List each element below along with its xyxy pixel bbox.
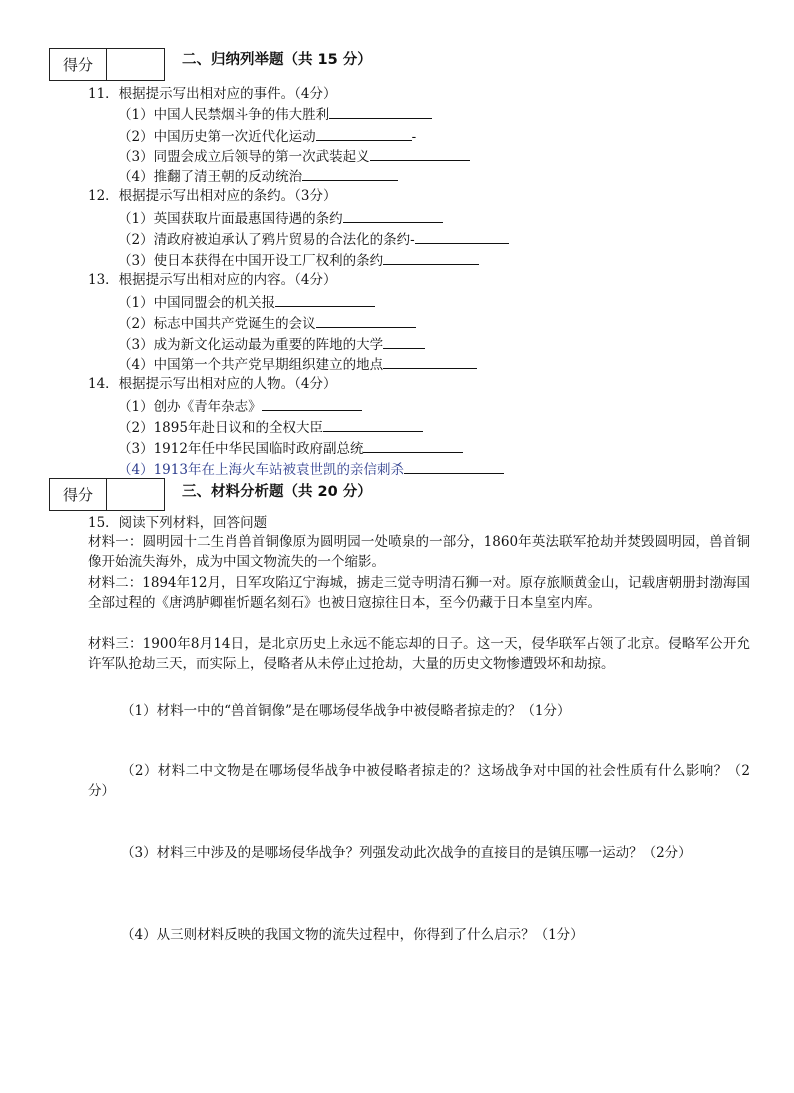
q14-item-2: （2）1895年赴日议和的全权大臣 <box>118 417 423 438</box>
q12-item-1: （1）英国获取片面最惠国待遇的条约 <box>118 208 443 229</box>
answer-blank[interactable] <box>262 396 362 411</box>
q11-stem: 11．根据提示写出相对应的事件。（4分） <box>88 86 337 102</box>
q12-item-2: （2）清政府被迫承认了鸦片贸易的合法化的条约- <box>118 229 509 250</box>
answer-blank[interactable] <box>329 104 432 119</box>
section2-title: 二、归纳列举题（共 15 分） <box>182 52 372 68</box>
q15-sub-3: （3）材料三中涉及的是哪场侵华战争？列强发动此次战争的直接目的是镇压哪一运动？（2分） <box>121 845 692 861</box>
answer-blank[interactable] <box>302 166 398 181</box>
q13-item-4: （4）中国第一个共产党早期组织建立的地点 <box>118 354 477 375</box>
answer-blank[interactable] <box>316 126 412 141</box>
q12-stem: 12．根据提示写出相对应的条约。（3分） <box>88 188 337 204</box>
q11-item-2: （2）中国历史第一次近代化运动 - <box>118 126 416 147</box>
score-cell[interactable] <box>107 479 164 510</box>
answer-blank[interactable] <box>404 459 504 474</box>
q14-stem: 14．根据提示写出相对应的人物。（4分） <box>88 376 337 392</box>
q15-sub-4: （4）从三则材料反映的我国文物的流失过程中，你得到了什么启示？（1分） <box>121 927 584 943</box>
score-label: 得分 <box>50 49 107 80</box>
answer-blank[interactable] <box>343 208 443 223</box>
score-cell[interactable] <box>107 49 164 80</box>
answer-blank[interactable] <box>316 313 416 328</box>
q11-item-3: （3）同盟会成立后领导的第一次武装起义 <box>118 146 470 167</box>
score-box-section2 <box>49 48 165 81</box>
q14-item-3: （3）1912年任中华民国临时政府副总统 <box>118 438 463 459</box>
material-1: 材料一：圆明园十二生肖兽首铜像原为圆明园一处喷泉的一部分，1860年英法联军抢劫并焚毁圆明园，兽首铜像开始流失海外，成为中国文物流失的一个缩影。 <box>88 534 750 570</box>
answer-blank[interactable] <box>323 417 423 432</box>
q13-item-1: （1）中国同盟会的机关报 <box>118 292 375 313</box>
q15-sub-2: （2）材料二中文物是在哪场侵华战争中被侵略者掠走的？这场战争对中国的社会性质有什么影响？（2分） <box>88 763 750 799</box>
q11-item-1: （1）中国人民禁烟斗争的伟大胜利 <box>118 104 432 125</box>
answer-blank[interactable] <box>383 354 477 369</box>
answer-blank[interactable] <box>383 250 479 265</box>
q15-stem: 15．阅读下列材料，回答问题 <box>88 515 268 531</box>
q15-sub-1: （1）材料一中的“兽首铜像”是在哪场侵华战争中被侵略者掠走的？（1分） <box>121 703 571 719</box>
q12-item-3: （3）使日本获得在中国开设工厂权利的条约 <box>118 250 479 271</box>
q11-item-4: （4）推翻了清王朝的反动统治 <box>118 166 398 187</box>
material-2: 材料二：1894年12月，日军攻陷辽宁海城，掳走三觉寺明清石狮一对。原存旅顺黄金山，记载唐朝册封渤海国全部过程的《唐鸿胪卿崔忻题名刻石》也被日寇掠往日本，至今仍藏于日本皇室内库。 <box>88 575 750 611</box>
q13-item-2: （2）标志中国共产党诞生的会议 <box>118 313 416 334</box>
answer-blank[interactable] <box>415 229 509 244</box>
q13-stem: 13．根据提示写出相对应的内容。（4分） <box>88 272 337 288</box>
answer-blank[interactable] <box>383 334 425 349</box>
section3-title: 三、材料分析题（共 20 分） <box>182 484 372 500</box>
answer-blank[interactable] <box>370 146 470 161</box>
score-box-section3 <box>49 478 165 511</box>
q14-item-1: （1）创办《青年杂志》 <box>118 396 362 417</box>
score-label: 得分 <box>50 479 107 510</box>
q14-item-4: （4）1913年在上海火车站被袁世凯的亲信刺杀 <box>118 459 504 480</box>
material-3: 材料三：1900年8月14日，是北京历史上永远不能忘却的日子。这一天，侵华联军占领了北京。侵略军公开允许军队抢劫三天，而实际上，侵略者从未停止过抢劫，大量的历史文物惨遭毁坏和劫掠。 <box>88 636 750 672</box>
answer-blank[interactable] <box>275 292 375 307</box>
q13-item-3: （3）成为新文化运动最为重要的阵地的大学 <box>118 334 425 355</box>
answer-blank[interactable] <box>363 438 463 453</box>
